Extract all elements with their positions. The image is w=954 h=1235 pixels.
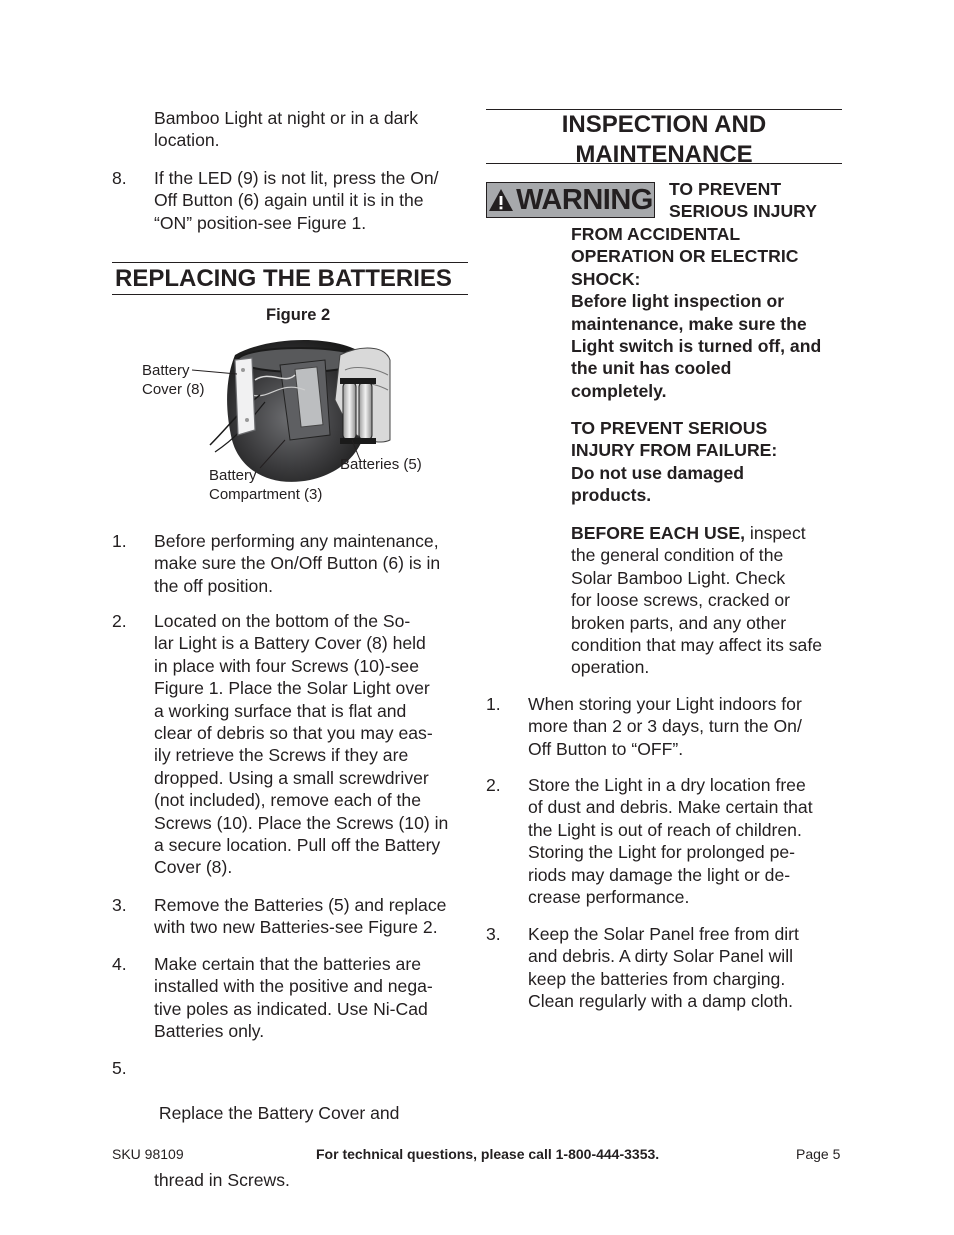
warning-block-failure: TO PREVENT SERIOUS INJURY FROM FAILURE: Do not use damaged products. xyxy=(571,418,778,506)
right-step-2-number: 2. xyxy=(486,775,501,795)
figure-label-batteries: Batteries (5) xyxy=(340,456,422,473)
before-each-use-lead: BEFORE EACH USE, xyxy=(571,523,746,543)
left-step-4-text: Make certain that the batteries are installed with the positive and nega- tive poles as indicated. Use Ni-Cad Batteries only. xyxy=(154,954,433,1042)
warning-label: WARNING xyxy=(516,183,653,216)
right-step-2-text: Store the Light in a dry location free of dust and debris. Make certain that the Light is out of reach of children. Storing the Light for prolonged pe- riods may damage the light or de- crease performance. xyxy=(528,775,813,908)
warning-heading: TO PREVENT SERIOUS INJURY xyxy=(669,179,817,222)
left-step-3-number: 3. xyxy=(112,895,127,915)
right-step-1-number: 1. xyxy=(486,694,501,714)
left-step-5-text: Replace the Battery Cover and thread in Screws. xyxy=(154,1102,400,1191)
section-title-inspection-maintenance: INSPECTION AND MAINTENANCE xyxy=(486,109,842,164)
step-8-number: 8. xyxy=(112,168,127,188)
left-step-3-text: Remove the Batteries (5) and replace with two new Batteries-see Figure 2. xyxy=(154,895,447,938)
footer-support-phone: For technical questions, please call 1-800-444-3353. xyxy=(316,1146,660,1162)
footer-page-number: Page 5 xyxy=(796,1146,841,1162)
warning-badge xyxy=(486,182,655,218)
left-step-4-number: 4. xyxy=(112,954,127,974)
left-step-2-number: 2. xyxy=(112,611,127,631)
before-each-use-paragraph: BEFORE EACH USE, inspect the general condition of the Solar Bamboo Light. Check for loose screws, cracked or broken parts, and any other condition that may affect its safe operation. xyxy=(571,523,823,678)
figure-label-battery-cover: Battery Cover (8) xyxy=(142,362,205,398)
section-title-replacing-batteries: REPLACING THE BATTERIES xyxy=(112,262,468,295)
footer-sku: SKU 98109 xyxy=(112,1146,184,1162)
step-8-text: If the LED (9) is not lit, press the On/ Off Button (6) again until it is in the “ON” position-see Figure 1. xyxy=(154,168,439,233)
right-step-3-text: Keep the Solar Panel free from dirt and debris. A dirty Solar Panel will keep the batteries from charging. Clean regularly with a damp cloth. xyxy=(528,924,799,1012)
right-step-1-text: When storing your Light indoors for more than 2 or 3 days, turn the On/ Off Button to “OFF”. xyxy=(528,694,802,759)
right-step-3-number: 3. xyxy=(486,924,501,944)
left-step-2-text: Located on the bottom of the So- lar Light is a Battery Cover (8) held in place with four Screws (10)-see Figure 1. Place the Solar Light over a working surface that is flat and clear of debris so that you may eas- ily retrieve the Screws if they are dropped. Using a small screwdriver (not included), remove each of the Screws (10). Place the Screws (10) in a secure location. Pull off the Battery Cover (8). xyxy=(154,611,449,878)
left-step-5-number: 5. xyxy=(112,1058,127,1078)
warning-triangle-icon xyxy=(488,188,514,212)
left-step-1-number: 1. xyxy=(112,531,127,551)
figure-label-compartment: Battery Compartment (3) xyxy=(209,467,323,503)
left-step-1-text: Before performing any maintenance, make sure the On/Off Button (6) is in the off position. xyxy=(154,531,441,596)
figure-caption: Figure 2 xyxy=(266,306,331,324)
intro-continuation: Bamboo Light at night or in a dark location. xyxy=(154,108,419,151)
warning-block-electric: FROM ACCIDENTAL OPERATION OR ELECTRIC SHOCK: Before light inspection or maintenance, make sure the Light switch is turned off, and the unit has cooled completely. xyxy=(571,224,822,401)
